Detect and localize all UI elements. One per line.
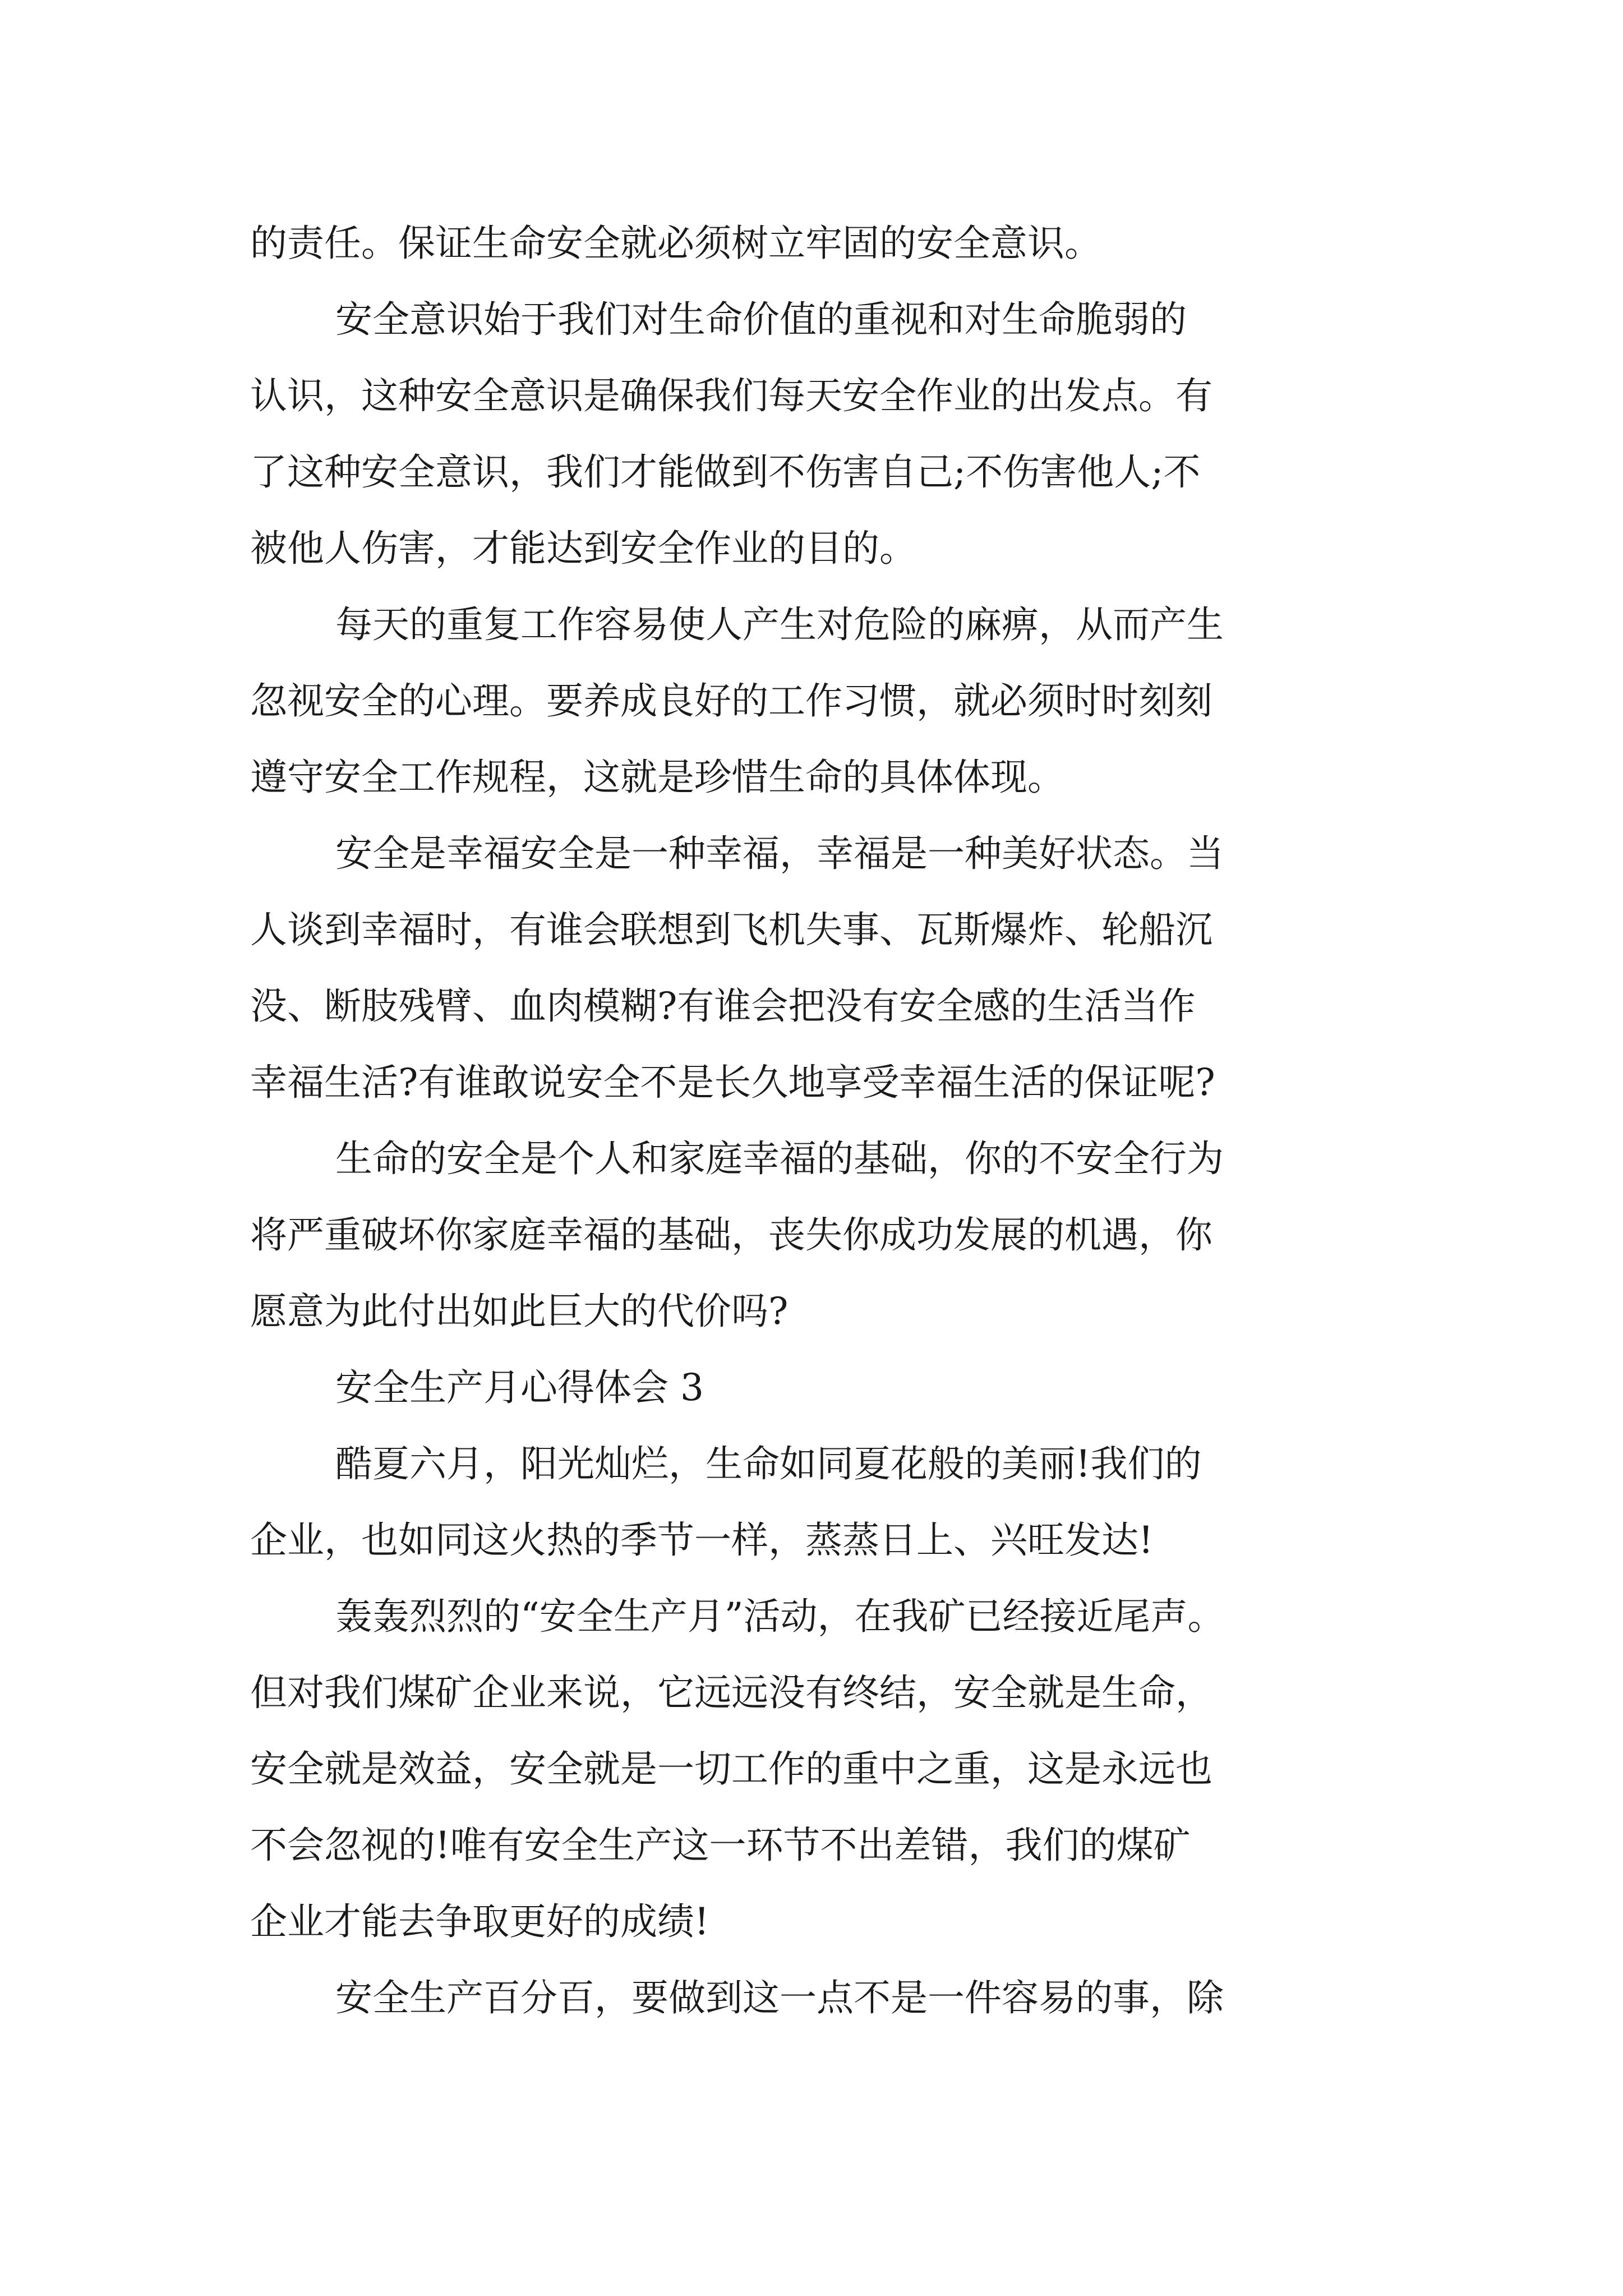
text-line: 愿意为此付出如此巨大的代价吗? [250, 1290, 789, 1333]
text-line: 每天的重复工作容易使人产生对危险的麻痹，从而产生 [335, 603, 1224, 646]
paragraph-safety-month [250, 1579, 1394, 1960]
text-line: 将严重破坏你家庭幸福的基础，丧失你成功发展的机遇，你 [250, 1213, 1212, 1257]
text-line: 的责任。保证生命安全就必须树立牢固的安全意识。 [250, 222, 1101, 265]
paragraph-hundred-percent [250, 1960, 1394, 2036]
text-line: 企业才能去争取更好的成绩! [250, 1900, 709, 1943]
text-line: 但对我们煤矿企业来说，它远远没有终结，安全就是生命， [250, 1671, 1212, 1714]
text-line: 人谈到幸福时，有谁会联想到飞机失事、瓦斯爆炸、轮船沉 [250, 908, 1212, 951]
text-line: 轰轰烈烈的“安全生产月”活动，在我矿已经接近尾声。 [335, 1595, 1225, 1638]
heading-text: 安全生产月心得体会 3 [335, 1366, 704, 1409]
paragraph-happiness [250, 816, 1394, 1121]
text-line: 不会忽视的!唯有安全生产这一环节不出差错，我们的煤矿 [250, 1824, 1191, 1867]
section-heading [250, 1350, 1394, 1426]
text-line: 被他人伤害，才能达到安全作业的目的。 [250, 527, 916, 570]
text-line: 幸福生活?有谁敢说安全不是长久地享受幸福生活的保证呢? [250, 1061, 1215, 1104]
text-line: 安全意识始于我们对生命价值的重视和对生命脆弱的 [335, 298, 1187, 341]
text-line: 酷夏六月，阳光灿烂，生命如同夏花般的美丽!我们的 [335, 1442, 1202, 1485]
text-line: 安全就是效益，安全就是一切工作的重中之重，这是永远也 [250, 1747, 1212, 1791]
text-line: 忽视安全的心理。要养成良好的工作习惯，就必须时时刻刻 [250, 679, 1212, 723]
text-line: 安全是幸福安全是一种幸福，幸福是一种美好状态。当 [335, 832, 1224, 875]
text-line: 遵守安全工作规程，这就是珍惜生命的具体体现。 [250, 756, 1064, 799]
text-line: 生命的安全是个人和家庭幸福的基础，你的不安全行为 [335, 1137, 1224, 1180]
paragraph-continuation [250, 205, 1394, 282]
paragraph-safety-awareness [250, 282, 1394, 587]
text-line: 认识，这种安全意识是确保我们每天安全作业的出发点。有 [250, 374, 1212, 417]
paragraph-summer [250, 1426, 1394, 1579]
paragraph-daily-work [250, 587, 1394, 816]
text-line: 没、断肢残臂、血肉模糊?有谁会把没有安全感的生活当作 [250, 984, 1196, 1028]
text-line: 企业，也如同这火热的季节一样，蒸蒸日上、兴旺发达! [250, 1519, 1154, 1562]
text-line: 了这种安全意识，我们才能做到不伤害自己;不伤害他人;不 [250, 450, 1201, 494]
text-line: 安全生产百分百，要做到这一点不是一件容易的事，除 [335, 1976, 1224, 2019]
paragraph-family-foundation [250, 1121, 1394, 1350]
